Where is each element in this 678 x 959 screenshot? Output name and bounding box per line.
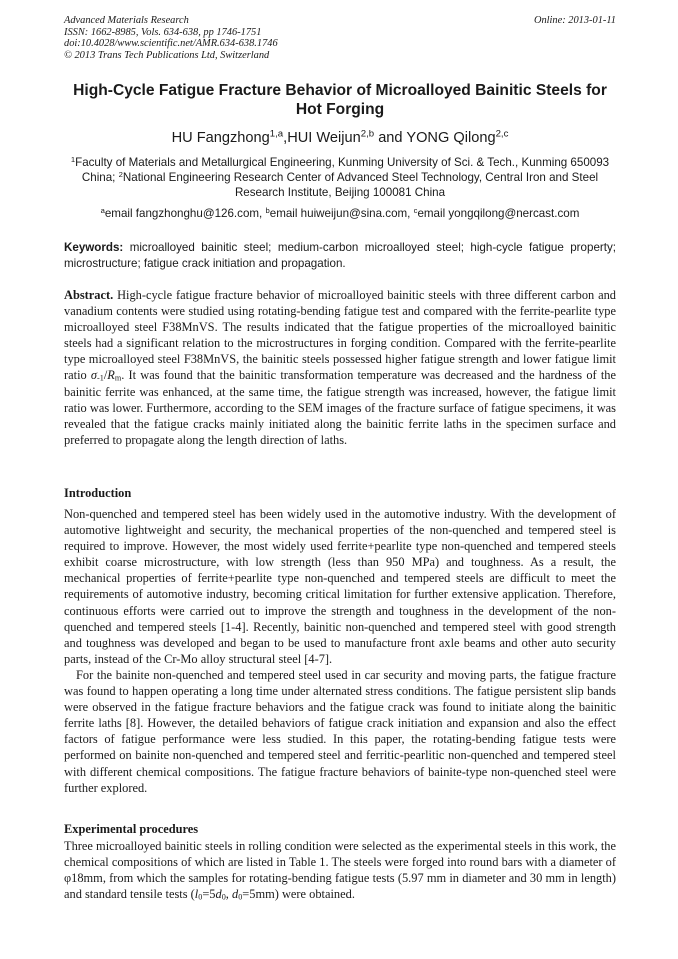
affiliation-1: Faculty of Materials and Metallurgical Engineering, Kunming University of Sci. & Tech., Kunming 650093 China; xyxy=(75,156,610,184)
rm-symbol: R xyxy=(107,368,115,383)
comma-text: , xyxy=(225,887,232,902)
d-symbol: d xyxy=(232,887,239,902)
experimental-heading: Experimental procedures xyxy=(64,822,199,836)
d-subscript: 0 xyxy=(221,892,226,902)
introduction-body xyxy=(64,506,616,796)
paper-title: High-Cycle Fatigue Fracture Behavior of Microalloyed Bainitic Steels for Hot Forging xyxy=(73,82,607,118)
email-marker: b xyxy=(265,205,270,215)
copyright-line: © 2013 Trans Tech Publications Ltd, Switzerland xyxy=(64,49,270,61)
email-entry: email huiweijun@sina.com, xyxy=(269,207,414,220)
email-entry: email yongqilong@nercast.com xyxy=(417,207,580,220)
author-separator: and xyxy=(374,130,407,146)
paragraph-text: Three microalloyed bainitic steels in rolling condition were selected as the experimental steels in this work, the chemical compositions of which are listed in Table 1. The steels were forged into round bars with a diameter of φ18mm, from which the samples for rotating-bending fatigue tests (5.97 mm in diameter and 30 mm in length) and standard tensile tests ( xyxy=(64,839,616,902)
email-marker: c xyxy=(413,205,418,215)
abstract-block xyxy=(64,287,616,448)
l-symbol: l xyxy=(194,887,199,902)
doi-line: doi:10.4028/www.scientific.net/AMR.634-638.1746 xyxy=(64,38,278,50)
author-superscript: 2,c xyxy=(495,128,509,140)
keywords-text: microalloyed bainitic steel; medium-carbon microalloyed steel; high-cycle fatigue property; microstructure; fatigue crack initiation and propagation. xyxy=(64,241,616,270)
email-list xyxy=(64,206,616,221)
keywords-block xyxy=(64,240,616,271)
author-separator: , xyxy=(283,130,288,146)
d-subscript: 0 xyxy=(238,892,243,902)
rm-subscript: m xyxy=(114,374,122,384)
affiliation-marker: 2 xyxy=(118,169,123,179)
abstract-text: . It was found that the bainitic transformation temperature was decreased and the hardness of the bainitic ferrite was enhanced, at the same time, the fatigue strength was increased, however, the fatigue limit ratio was lower. Furthermore, according to the SEM images of the fracture surface of fatigue specimens, it was revealed that the fatigue cracks mainly initiated along the bainitic ferrite laths in the specimen surface and preferred to propagate along the length direction of laths. xyxy=(64,368,616,447)
author-superscript: 1,a xyxy=(269,128,284,140)
l-subscript: 0 xyxy=(198,892,203,902)
keywords-label: Keywords: xyxy=(64,241,124,254)
journal-header xyxy=(64,15,616,61)
ratio-slash: / xyxy=(103,368,108,383)
author-superscript: 2,b xyxy=(360,128,375,140)
sigma-subscript: -1 xyxy=(97,374,104,384)
online-date: Online: 2013-01-11 xyxy=(533,15,616,26)
author-name: YONG Qilong xyxy=(406,130,496,146)
d-symbol: d xyxy=(215,887,222,902)
email-entry: email fangzhonghu@126.com, xyxy=(104,207,266,220)
paragraph: Non-quenched and tempered steel has been widely used in the automotive industry. With the development of automotive lightweight and security, the mechanical properties of the non-quenched and tempered steel is required to improve. However, the most widely used ferrite+pearlite type non-quenched and tempered steels exhibit coarse microstructure, with low strength (less than 950 MPa) and toughness. As a result, the mechanical properties of ferrite+pearlite type non-quenched and tempered steels are difficult to meet the requirements of automotive industry, becoming critical limitation for further extensive application. Therefore, continuous efforts were carried out to improve the strength and toughness in the development of the non-quenched and tempered steels [1-4]. Recently, bainitic non-quenched and tempered steel with good strength and toughness was developed and began to be used to manufacture front axle beams and other auto security parts, instead of the Cr-Mo alloy structural steel [4-7]. xyxy=(64,507,616,666)
paragraph-text: =5mm) were obtained. xyxy=(242,887,355,902)
email-marker: a xyxy=(100,205,105,215)
author-name: HU Fangzhong xyxy=(171,130,270,146)
paragraph: For the bainite non-quenched and tempered steel used in car security and moving parts, the fatigue fracture was found to happen operating a long time under alternated stress conditions. The fatigue persistent slip bands were observed in the fatigue fracture behaviors and the fatigue crack was found to initiate along the bainitic ferrite laths [8]. However, the detailed behaviors of fatigue crack initiation and expansion and also the effect factors of fatigue performance were less studied. In this paper, the rotating-bending fatigue tests were performed on bainite non-quenched and tempered steel and ferritic-pearlitic non-quenched and tempered steel with different chemical compositions. The fatigue fracture behaviors of bainite-type non-quenched steel were further explored. xyxy=(64,667,616,795)
experimental-body xyxy=(64,838,616,902)
affiliations xyxy=(64,155,616,200)
affiliation-2: National Engineering Research Center of Advanced Steel Technology, Central Iron and Steel Research Institute, Beijing 100081 China xyxy=(122,171,599,199)
equals-text: =5 xyxy=(202,887,216,902)
sigma-symbol: σ xyxy=(90,368,98,383)
abstract-text: High-cycle fatigue fracture behavior of microalloyed bainitic steels with three different carbon and vanadium contents were studied using rotating-bending fatigue test and compared with the ferrite-pearlite type microalloyed steel F38MnVS. The results indicated that the fatigue properties of the microalloyed bainitic steels had a significant relation to the microstructures in forging condition. Compared with the ferrite-pearlite type microalloyed steel F38MnVS, the bainitic steels possessed higher fatigue strength and lower fatigue limit ratio xyxy=(64,288,616,383)
author-list xyxy=(64,129,616,147)
affiliation-marker: 1 xyxy=(70,154,76,164)
abstract-label: Abstract. xyxy=(64,288,114,302)
introduction-heading: Introduction xyxy=(64,486,132,500)
issn-line: ISSN: 1662-8985, Vols. 634-638, pp 1746-1751 xyxy=(64,26,262,38)
author-name: HUI Weijun xyxy=(287,130,361,146)
journal-name: Advanced Materials Research xyxy=(64,15,189,26)
